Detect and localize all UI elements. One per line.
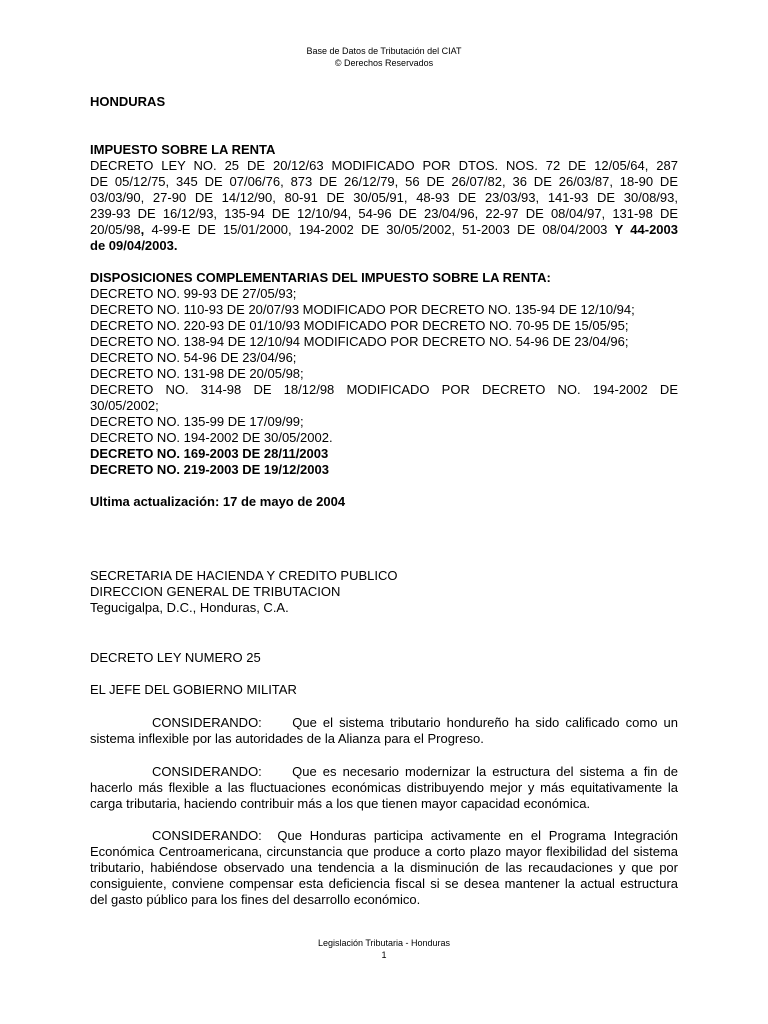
considerando-text: CONSIDERANDO: Que el sistema tributario hondureño ha sido calificado como un sistema inflexible por las autoridades de la Alianza para el Progreso. bbox=[90, 715, 682, 746]
complementary-decree: DECRETO NO. 135-99 DE 17/09/99; bbox=[90, 414, 304, 429]
page-number: 1 bbox=[381, 950, 387, 960]
considerando-paragraph bbox=[90, 715, 682, 747]
complementary-decree: 30/05/2002; bbox=[90, 398, 159, 413]
last-update: Ultima actualización: 17 de mayo de 2004 bbox=[90, 494, 346, 509]
law-title: IMPUESTO SOBRE LA RENTA bbox=[90, 142, 276, 157]
law-decree-line: DECRETO LEY NO. 25 DE 20/12/63 MODIFICADO POR DTOS. NOS. 72 DE 12/05/64, 287 bbox=[90, 158, 678, 173]
decree-issuer: EL JEFE DEL GOBIERNO MILITAR bbox=[90, 682, 297, 697]
office-line: SECRETARIA DE HACIENDA Y CREDITO PUBLICO bbox=[90, 568, 398, 583]
office-line: DIRECCION GENERAL DE TRIBUTACION bbox=[90, 584, 341, 599]
considerando-text: CONSIDERANDO: Que es necesario modernizar la estructura del sistema a fin de hacerlo más flexible a las fluctuaciones económicas distribuyendo mejor y más equitativamente la carga tributaria, haciendo contribuir más a los que tienen mayor capacidad económica. bbox=[90, 764, 682, 811]
complementary-decree-bold: DECRETO NO. 219-2003 DE 19/12/2003 bbox=[90, 462, 329, 477]
law-decree-line-mixed bbox=[90, 222, 678, 238]
considerando-text: CONSIDERANDO: Que Honduras participa activamente en el Programa Integración Económica Centroamericana, circunstancia que produce a corto plazo mayor flexibilidad del sistema tributario, habiéndose observado una tendencia a la disminución de las recaudaciones y que por consiguiente, conviene compensar esta deficiencia fiscal si se desea mantener la actual estructura del gasto público para los fines del desarrollo económico. bbox=[90, 828, 682, 907]
decree-number: DECRETO LEY NUMERO 25 bbox=[90, 650, 261, 665]
law-decree-segment: 20/05/98 bbox=[90, 222, 141, 237]
complementary-decree-bold: DECRETO NO. 169-2003 DE 28/11/2003 bbox=[90, 446, 329, 461]
office-line: Tegucigalpa, D.C., Honduras, C.A. bbox=[90, 600, 289, 615]
law-decree-segment: 4-99-E DE 15/01/2000, 194-2002 DE 30/05/2002, 51-2003 DE 08/04/2003 bbox=[144, 222, 615, 237]
law-decree-comma: , bbox=[140, 222, 145, 237]
footer-title: Legislación Tributaria - Honduras bbox=[317, 938, 451, 948]
complementary-decree: DECRETO NO. 194-2002 DE 30/05/2002. bbox=[90, 430, 333, 445]
law-decree-line: DE 05/12/75, 345 DE 07/06/76, 873 DE 26/12/79, 56 DE 26/07/82, 36 DE 26/03/87, 18-90 DE bbox=[90, 174, 678, 189]
header-copyright: © Derechos Reservados bbox=[334, 58, 434, 68]
complementary-decree: DECRETO NO. 110-93 DE 20/07/93 MODIFICADO POR DECRETO NO. 135-94 DE 12/10/94; bbox=[90, 302, 635, 317]
complementary-decree: DECRETO NO. 131-98 DE 20/05/98; bbox=[90, 366, 304, 381]
complementary-decree: DECRETO NO. 314-98 DE 18/12/98 MODIFICADO POR DECRETO NO. 194-2002 DE bbox=[90, 382, 678, 397]
header-source: Base de Datos de Tributación del CIAT bbox=[306, 46, 462, 56]
law-decree-bold-date: de 09/04/2003. bbox=[90, 238, 178, 253]
considerando-paragraph bbox=[90, 828, 682, 908]
law-decree-line: 03/03/90, 27-90 DE 14/12/90, 80-91 DE 30/05/91, 48-93 DE 23/03/93, 141-93 DE 30/08/93, bbox=[90, 190, 678, 205]
complementary-decree: DECRETO NO. 138-94 DE 12/10/94 MODIFICADO POR DECRETO NO. 54-96 DE 23/04/96; bbox=[90, 334, 629, 349]
country-heading: HONDURAS bbox=[90, 94, 166, 109]
complementary-decree: DECRETO NO. 54-96 DE 23/04/96; bbox=[90, 350, 297, 365]
complementary-decree: DECRETO NO. 220-93 DE 01/10/93 MODIFICADO POR DECRETO NO. 70-95 DE 15/05/95; bbox=[90, 318, 629, 333]
complementary-decree: DECRETO NO. 99-93 DE 27/05/93; bbox=[90, 286, 297, 301]
law-decree-bold-segment: Y 44-2003 bbox=[614, 222, 678, 237]
considerando-paragraph bbox=[90, 764, 682, 812]
law-decree-line: 239-93 DE 16/12/93, 135-94 DE 12/10/94, 54-96 DE 23/04/96, 22-97 DE 08/04/97, 131-98 DE bbox=[90, 206, 678, 221]
complementary-title: DISPOSICIONES COMPLEMENTARIAS DEL IMPUESTO SOBRE LA RENTA: bbox=[90, 270, 551, 285]
